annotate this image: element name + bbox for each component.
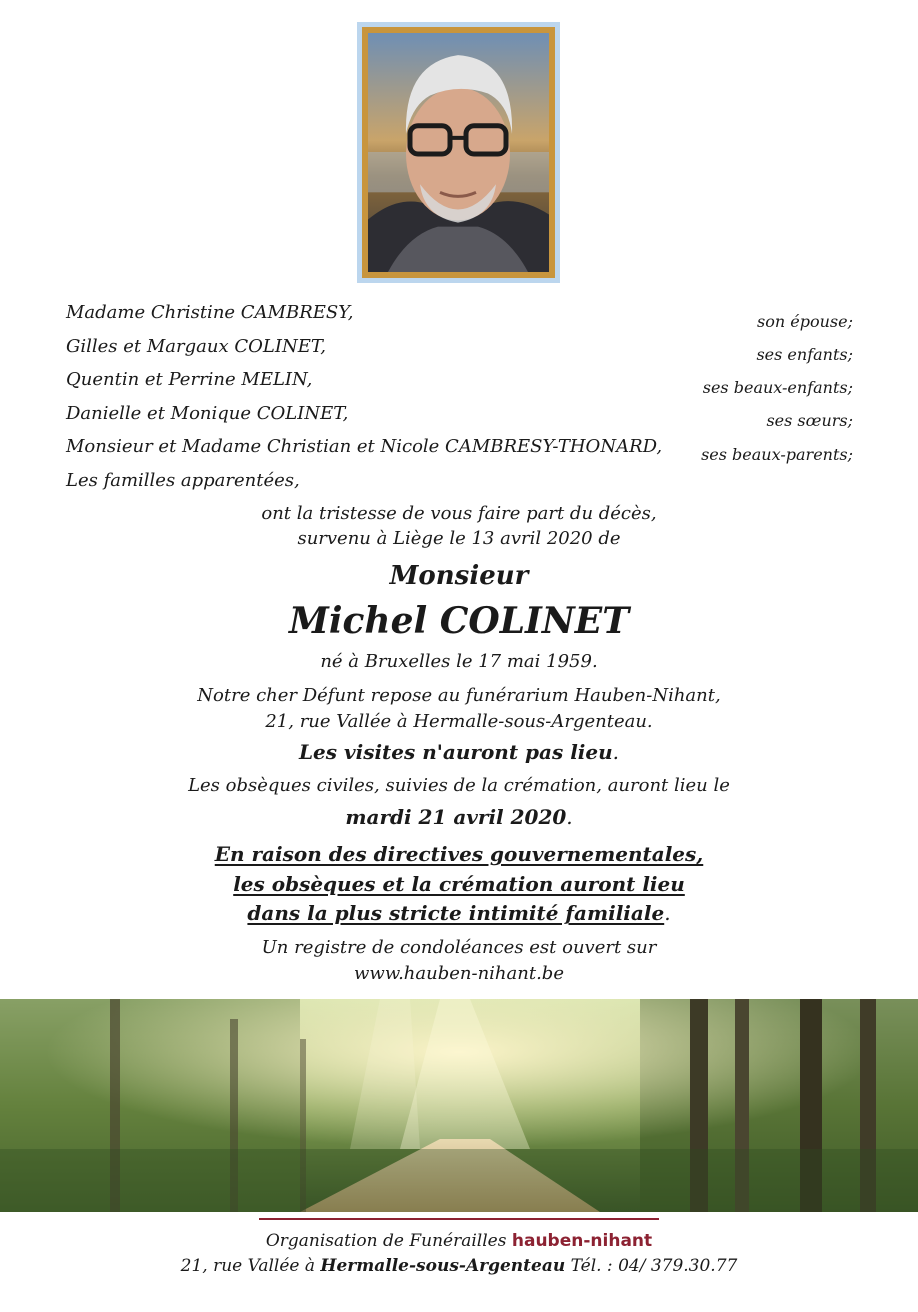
forest-banner xyxy=(0,999,918,1212)
register-website[interactable]: www.hauben-nihant.be xyxy=(354,963,564,984)
footer-divider xyxy=(259,1218,659,1220)
notice-line-2: les obsèques et la crémation auront lieu xyxy=(233,872,685,896)
portrait-frame xyxy=(357,22,560,283)
repose-line-1: Notre cher Défunt repose au funérarium Hauben-Nihant, xyxy=(197,685,721,706)
repose-line-2: 21, rue Vallée à Hermalle-sous-Argenteau. xyxy=(265,711,653,732)
family-relation-2: ses enfants; xyxy=(756,345,853,364)
footer-addr-prefix: 21, rue Vallée à xyxy=(180,1256,316,1276)
footer-addr-town: Hermalle-sous-Argenteau xyxy=(320,1256,566,1276)
family-relation-3: ses beaux-enfants; xyxy=(702,378,853,397)
announcement-line-2: survenu à Liège le 13 avril 2020 de xyxy=(297,528,621,549)
family-name-4: Danielle et Monique COLINET, xyxy=(66,403,349,424)
family-name-6: Les familles apparentées, xyxy=(66,470,300,491)
ceremony-date: mardi 21 avril 2020 xyxy=(345,805,567,829)
ceremony-line: Les obsèques civiles, suivies de la crémation, auront lieu le xyxy=(188,775,730,796)
visits-line xyxy=(0,740,918,764)
register-line-1: Un registre de condoléances est ouvert sur xyxy=(261,937,657,958)
family-name-2: Gilles et Margaux COLINET, xyxy=(66,336,326,357)
deceased-civility: Monsieur xyxy=(389,561,529,591)
footer-org-prefix: Organisation de Funérailles xyxy=(265,1231,507,1251)
family-relation-4: ses sœurs; xyxy=(766,411,853,430)
visits-text: Les visites n'auront pas lieu xyxy=(298,740,613,764)
deceased-birth: né à Bruxelles le 17 mai 1959. xyxy=(320,651,598,672)
date-line xyxy=(0,805,918,829)
portrait-photo xyxy=(368,33,549,272)
date-period: . xyxy=(566,805,573,829)
family-name-5: Monsieur et Madame Christian et Nicole CAMBRESY-THONARD, xyxy=(66,436,663,457)
footer-organisation xyxy=(0,1231,918,1251)
footer-address xyxy=(0,1256,918,1276)
notice-period: . xyxy=(664,901,671,925)
family-name-1: Madame Christine CAMBRESY, xyxy=(66,302,354,323)
notice-line-3-wrap xyxy=(0,901,918,925)
announcement-line-1: ont la tristesse de vous faire part du décès, xyxy=(261,503,657,524)
brand-logo: hauben-nihant xyxy=(511,1231,653,1251)
family-name-3: Quentin et Perrine MELIN, xyxy=(66,369,313,390)
portrait-border xyxy=(362,27,555,278)
forest-image xyxy=(0,999,918,1212)
family-relation-5: ses beaux-parents; xyxy=(701,445,853,464)
family-relation-1: son épouse; xyxy=(757,312,853,331)
visits-period: . xyxy=(612,740,620,764)
notice-line-3: dans la plus stricte intimité familiale xyxy=(247,901,665,925)
deceased-name: Michel COLINET xyxy=(288,600,630,642)
footer-tel: Tél. : 04/ 379.30.77 xyxy=(570,1256,738,1276)
notice-line-1: En raison des directives gouvernementales, xyxy=(214,842,704,866)
